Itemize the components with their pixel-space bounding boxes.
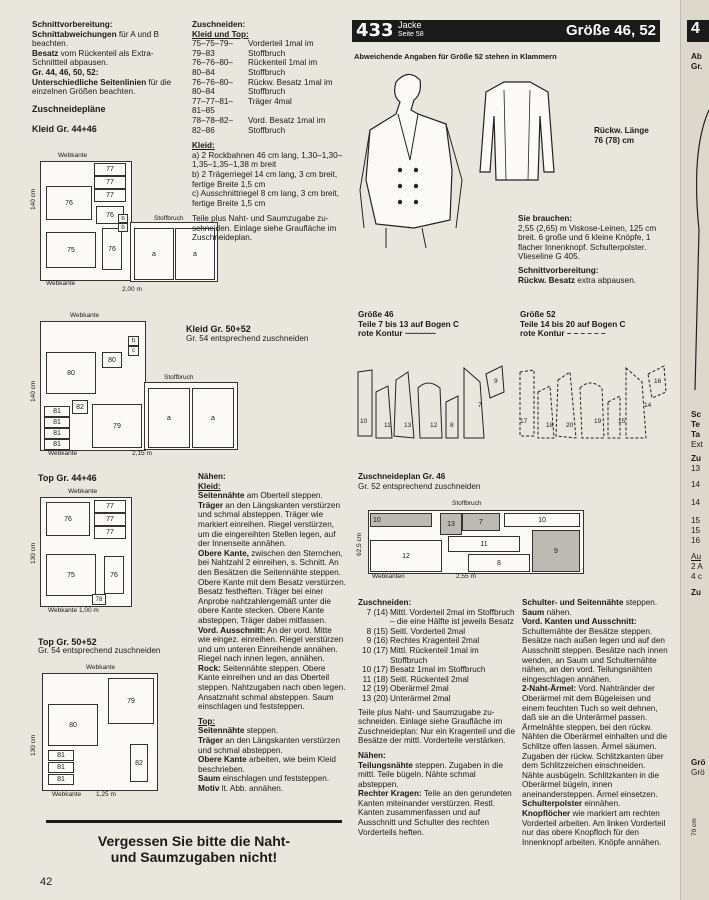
cut-row-text: Rückenteil 1mal im Stoffbruch	[248, 58, 318, 77]
cut-row-number: 7 (14)	[366, 607, 388, 617]
sew-kleid-title: Kleid:	[198, 481, 221, 491]
size-52-block	[520, 310, 670, 339]
sew-step	[522, 799, 668, 809]
next-page-fragment: 2 A	[691, 562, 703, 571]
model-header	[352, 20, 660, 42]
cutting-plan-top-44-46	[30, 488, 140, 618]
model-page: Seite 58	[398, 31, 424, 38]
sew-step	[198, 664, 346, 712]
next-model-number: 4	[687, 20, 709, 42]
piece: 79	[108, 678, 154, 724]
next-page-fragment: 15	[691, 516, 701, 525]
piece-number: 20	[566, 422, 574, 429]
sew-step-text: arbeiten, wie beim Kleid beschrieben.	[198, 755, 336, 774]
materials-text: 2,55 (2,65) m Viskose-Leinen, 125 cm breit. 6 große und 6 kleine Knöpfe, 1 flacher Innenknopf. Schulterpolster. Vlieseline G 405.	[518, 223, 657, 262]
piece: c	[128, 346, 139, 356]
piece: 81	[44, 439, 70, 450]
cut-list-kleid-top	[192, 20, 352, 243]
cut-row	[358, 665, 518, 675]
next-page-fragment: Ab	[691, 52, 702, 61]
cut-row-number: 10 (17)	[362, 645, 388, 655]
prep2-value: extra abpausen.	[575, 275, 637, 285]
cut-row-text: Träger 4mal	[248, 96, 292, 106]
kleid-line: a) 2 Rockbahnen 46 cm lang, 1,30–1,30–1,35–1,35–1,38 m breit	[192, 150, 343, 170]
sew-step-text: an den Längskanten verstürzen und schmal absteppen. Träger wie markiert einreihen. Riegel verstürzen, um die eingereihten Stellen legen, auf der Innenseite annähen.	[198, 500, 341, 549]
sew-step-text: nähen.	[544, 607, 572, 617]
sew-step	[522, 809, 668, 847]
cut-row-text: Vorderteil 1mal im Stoffbruch	[248, 39, 314, 58]
sew-step-text: Seitennähte steppen. Obere Kante einreihen und an das Oberteil steppen. Nahtzugaben nach oben legen. Ansatznaht schmal absteppen. Saum einschlagen und feststeppen.	[198, 663, 346, 712]
prep-value: für die einzelnen Größen beachten.	[32, 77, 172, 97]
cut-row-number: 12 (19)	[362, 684, 388, 694]
size-52-line	[520, 329, 670, 339]
sew-step	[198, 626, 346, 664]
piece: 81	[48, 750, 74, 761]
kleid-title: Kleid:	[192, 141, 215, 151]
fold-label: Stoffbruch	[164, 374, 194, 381]
reminder-box	[46, 820, 342, 865]
sew-step-text: am Oberteil steppen.	[244, 491, 323, 501]
sew-step	[198, 549, 346, 626]
cut-row-sizes: 76–76–80–80–84	[192, 58, 233, 77]
sew-step-text: wie markiert am rechten Vorderteil arbeiten. Am linken Vorderteil nur das obere Knopfloch für den Innenknopf arbeiten. Knöpfe annähen.	[522, 809, 666, 847]
size-52-line: Teile 14 bis 20 auf Bogen C	[520, 319, 626, 329]
sew-step-text: lt. Abb. annähen.	[219, 784, 284, 793]
pattern-pieces-46	[354, 362, 506, 442]
sew-step-label: Vord. Ausschnitt:	[198, 625, 266, 635]
sew-step	[198, 755, 346, 774]
cut-row-text: Mittl. Rückenteil 1mal im Stoffbruch	[390, 645, 479, 665]
piece-number: 19	[594, 418, 602, 425]
prep2-text	[518, 276, 664, 286]
sew-step	[522, 598, 668, 608]
next-page-fragment: Zu	[691, 454, 702, 463]
piece: 8	[468, 554, 530, 572]
size-46-title: Größe 46	[358, 310, 394, 319]
next-page-fragment: 14	[691, 498, 701, 507]
page-number: 42	[40, 876, 53, 888]
cut-row	[358, 627, 518, 637]
piece-number: 8	[450, 422, 454, 429]
piece: 13	[440, 513, 462, 535]
reminder-line: Vergessen Sie bitte die Naht-	[97, 833, 291, 849]
piece: 76	[46, 186, 92, 220]
height-label: 62,5 cm	[356, 532, 363, 556]
cut-row-sizes: 76–76–80–80–84	[192, 77, 233, 97]
piece: 80	[102, 352, 122, 368]
sew-step	[358, 789, 518, 837]
contour-wavy-icon: ~~~~~~~~	[404, 329, 436, 339]
jacket-front-illustration	[356, 70, 466, 250]
sew-step-text: einnähen.	[582, 799, 621, 809]
sew-step-label: Saum	[522, 607, 545, 617]
size-note: Abweichende Angaben für Größe 52 stehen in Klammern	[354, 52, 557, 61]
cut-row-text: Mittl. Vorderteil 2mal im Stoffbruch – die eine Hälfte ist jeweils Besatz	[390, 607, 515, 627]
next-page-fragment: Grö	[691, 768, 705, 777]
piece-number: 9	[494, 378, 498, 385]
kleid-line: c) Ausschnittriegel 8 cm lang, 3 cm breit, fertige Breite 1,5 cm	[192, 189, 339, 208]
next-page-fragment: Grö	[691, 758, 706, 767]
selvage-label: Webkante	[58, 152, 88, 159]
sew-step-label: Motiv	[198, 784, 220, 793]
allowance-note: Teile plus Naht- und Saumzugabe zu-schneiden. Einlage siehe Graufläche im Zuschneideplan.	[192, 214, 337, 243]
sew-step-label: Saum	[198, 774, 221, 784]
cutting-plan-jacket	[356, 500, 586, 588]
piece-number: 11	[384, 422, 391, 429]
piece: 10	[370, 513, 432, 527]
next-page-fragment: Sc	[691, 410, 702, 419]
piece: b	[118, 214, 128, 223]
sew-step-text: Teile an den gerundeten Kanten miteinander verstürzen. Restl. Kanten zusammenfassen und auf Ausschnitt und Schulter des rechten Vorderteils heften.	[358, 789, 512, 837]
next-page-fragment: Ta	[691, 430, 700, 439]
cut-rows	[192, 39, 352, 135]
cut-row-number: 10 (17)	[362, 665, 388, 675]
prep2-label: Rückw. Besatz	[518, 275, 576, 285]
piece: 10	[504, 513, 580, 527]
height-label: 130 cm	[30, 542, 37, 564]
sewing-kleid-top	[198, 472, 346, 794]
size-46-contour: rote Kontur	[358, 329, 403, 339]
piece: 80	[46, 352, 96, 394]
prep-label: Unterschiedliche Seitenlinien	[32, 77, 147, 87]
sew-step-text: An der vord. Mitte wie eingez. einreihen. Riegel verstürzen und um unteren Einreihende annähen. Riegel nach innen legen, annähen.	[198, 625, 344, 664]
cut-row-text: Seitl. Rückenteil 2mal	[390, 674, 469, 684]
next-page-edge	[680, 0, 709, 900]
cut-row-sizes: 77–77–81–81–85	[192, 96, 233, 116]
piece: 78	[92, 594, 106, 605]
piece: 81	[48, 762, 74, 773]
piece: 12	[370, 540, 442, 572]
width-label: 2,55 m	[456, 573, 476, 580]
next-page-fragment: 70 cm	[691, 818, 698, 836]
sew-step-text: steppen. Zugaben in die mittl. Teile bügeln. Nähte schmal absteppen.	[358, 760, 504, 789]
sew-step-label: Seitennähte	[198, 726, 245, 736]
sew-step-text: einschlagen und feststeppen.	[220, 774, 330, 784]
width-label: 2,00 m	[122, 286, 142, 293]
cut-row-text: Seitl. Vorderteil 2mal	[390, 626, 466, 636]
contour-dashed-icon: – – – – – –	[566, 329, 606, 339]
cut-row	[358, 684, 518, 694]
sew-step-text: zwischen den Sternchen, bei Nahtzahl 2 einreihen, s. Schnitt. An den Besätzen die Seitennähte steppen. Obere Kante mit dem Besatz verstürzen. Besatz festheften. Träger bei einer Anprobe nahtzahlengemäß unter die obere Kante stecken. Obere Kante absteppen, Träger dabei mitfassen.	[198, 548, 346, 625]
jacket-plan-sub: Gr. 52 entsprechend zuschneiden	[358, 482, 481, 491]
sew-step	[198, 774, 346, 784]
reminder-line: und Saumzugaben nicht!	[110, 849, 278, 865]
piece: a	[192, 388, 234, 448]
cut-row-text: Vord. Besatz 1mal im Stoffbruch	[248, 115, 326, 135]
sew-title: Nähen:	[358, 750, 386, 760]
top1-title: Top Gr. 44+46	[38, 473, 97, 483]
sew-step-label: Teilungsnähte	[358, 760, 413, 770]
piece: 81	[44, 406, 70, 417]
piece: 77	[94, 189, 126, 202]
materials-title: Sie brauchen:	[518, 214, 573, 223]
prep2-title: Schnittvorbereitung:	[518, 265, 599, 275]
next-page-fragment: Zu	[691, 588, 702, 597]
height-label: 130 cm	[30, 734, 37, 756]
cut-row	[358, 694, 518, 704]
cut-title: Zuschneiden:	[358, 598, 412, 607]
piece: 81	[44, 417, 70, 428]
sewing-jacket	[522, 598, 668, 847]
piece: 81	[44, 428, 70, 439]
piece-number: 16	[654, 378, 662, 385]
kleid2-sub: Gr. 54 entsprechend zuschneiden	[186, 334, 309, 343]
sew-step-label: Obere Kante,	[198, 548, 249, 558]
piece: 77	[94, 513, 126, 526]
cut-row-text: Unterärmel 2mal	[390, 693, 451, 703]
next-page-fragment: Au	[691, 552, 702, 561]
piece-number: 18	[546, 422, 554, 429]
prep-label: Schnittabweichungen	[32, 29, 117, 39]
piece: 11	[448, 536, 520, 552]
jacket-back-illustration	[478, 76, 558, 186]
selvage-label: Webkante	[86, 664, 116, 671]
selvage-label: Webkante	[52, 791, 82, 798]
size-46-block	[358, 310, 508, 339]
sew-step-text: steppen.	[244, 726, 279, 736]
piece: 80	[48, 704, 98, 746]
piece-number: 15	[618, 418, 626, 425]
jacket-plan-title: Zuschneideplan Gr. 46	[358, 472, 446, 481]
sew-step-label: Rechter Kragen:	[358, 789, 422, 799]
width-label: 2,15 m	[132, 450, 152, 457]
plans-title: Zuschneidepläne	[32, 103, 106, 114]
piece-number: 10	[360, 418, 368, 425]
sew-step-label: 2-Naht-Ärmel:	[522, 684, 577, 694]
next-page-fragment: 13	[691, 464, 701, 473]
model-number: 433	[356, 20, 394, 41]
cut-row-text: Rechtes Kragenteil 2mal	[390, 636, 480, 646]
prep-label: Gr. 44, 46, 50, 52:	[32, 67, 99, 77]
sew-step-label: Träger	[198, 500, 224, 510]
model-name: Jacke	[398, 20, 422, 30]
piece: 76	[96, 206, 124, 224]
size-heading: Größe 46, 52	[565, 22, 656, 39]
kleid1-title: Kleid Gr. 44+46	[32, 123, 97, 134]
piece: a	[175, 228, 215, 280]
top2-title: Top Gr. 50+52	[38, 637, 97, 647]
sew-step-label: Vord. Kanten und Ausschnitt:	[522, 617, 637, 627]
size-46-line	[358, 329, 508, 339]
back-length: Rückw. Länge 76 (78) cm	[594, 126, 649, 145]
piece: 82	[130, 744, 148, 782]
kleid-line: b) 2 Trägerriegel 14 cm lang, 3 cm breit, fertige Breite 1,5 cm	[192, 169, 338, 189]
cut-row-number: 13 (20)	[362, 693, 388, 703]
prep-text	[32, 30, 182, 97]
cut-row	[358, 636, 518, 646]
next-page-fragment: 4 c	[691, 572, 702, 581]
cut-row-sizes: 75–75–79–79–83	[192, 39, 233, 58]
cut-row	[358, 675, 518, 685]
sew-step	[358, 761, 518, 790]
piece: 82	[72, 400, 88, 414]
cut-row-number: 11 (18)	[362, 674, 388, 684]
sew-step	[522, 608, 668, 618]
width-label: 1,25 m	[96, 791, 116, 798]
top2-sub: Gr. 54 entsprechend zuschneiden	[38, 646, 161, 655]
piece: a	[134, 228, 174, 280]
sew-step	[198, 491, 346, 501]
piece-number: 13	[404, 422, 412, 429]
left-column	[32, 20, 182, 135]
sew-step-label: Schulter- und Seitennähte	[522, 598, 624, 607]
size-52-title: Größe 52	[520, 310, 556, 319]
cutting-plan-top-50-52	[30, 664, 160, 804]
sew-step-text: Schulternähte der Besätze steppen. Besätze nach außen legen und auf den Ausschnitt steppen. Besätze nach innen wenden, an Saum und Schulternähte nähen, an den vord. Teilungsnähten eingeschlagen annähen.	[522, 626, 668, 684]
selvage-label: Webkante	[68, 488, 98, 495]
sew-step-label: Rock:	[198, 663, 221, 673]
selvage-label: Webkante 1,00 m	[48, 607, 99, 614]
cut-row-text: Rückw. Besatz 1mal im Stoffbruch	[248, 77, 333, 97]
piece: a	[148, 388, 190, 448]
sew-step-label: Seitennähte	[198, 491, 245, 501]
piece: b	[118, 223, 128, 232]
cutting-plan-kleid-50-52	[30, 312, 240, 462]
piece: 9	[532, 530, 580, 572]
sew-step-text: steppen.	[623, 598, 658, 607]
prep-value: vom Rückenteil als Extra-Schnittteil abpausen.	[32, 48, 154, 68]
piece: 76	[104, 556, 124, 594]
piece-number: 12	[430, 422, 438, 429]
height-label: 140 cm	[30, 380, 37, 402]
height-label: 140 cm	[30, 188, 37, 210]
piece: 75	[46, 232, 96, 268]
piece: 77	[94, 176, 126, 189]
sew-step	[198, 784, 346, 794]
next-page-fragment: 14	[691, 480, 701, 489]
cut-subtitle: Kleid und Top:	[192, 29, 249, 39]
size-52-contour: rote Kontur	[520, 329, 565, 339]
sew-step	[522, 684, 668, 799]
cut-row-number: 9 (16)	[366, 636, 388, 646]
sew-step	[198, 726, 346, 736]
prep-title: Schnittvorbereitung:	[32, 20, 113, 29]
piece-number: 17	[520, 418, 528, 425]
sew-step	[198, 736, 346, 755]
selvage-label: Webkanten	[372, 573, 405, 580]
cut-row	[358, 608, 518, 627]
sew-step-label: Knopflöcher	[522, 809, 571, 819]
piece: 76	[102, 228, 122, 270]
cut-list-jacket	[358, 598, 518, 837]
piece: 77	[94, 163, 126, 176]
selvage-label: Webkante	[70, 312, 100, 319]
piece-number: 14	[644, 402, 652, 409]
allowance-note: Teile plus Naht- und Saumzugabe zu-schneiden. Einlage siehe Graufläche im Zuschneideplan: Nur ein Kragenteil und die Besätze der mittl. Vorderteile verstärken.	[358, 707, 516, 746]
selvage-label: Webkante	[46, 280, 76, 287]
piece: 77	[94, 526, 126, 539]
sew-top-title: Top:	[198, 716, 216, 726]
next-page-fragment: Te	[691, 420, 700, 429]
sew-title: Nähen:	[198, 472, 226, 481]
sew-step	[522, 617, 668, 684]
cut-row-text: Oberärmel 2mal	[390, 684, 449, 694]
piece: 81	[48, 774, 74, 785]
cut-row-sizes: 78–78–82–82–86	[192, 115, 233, 135]
materials	[518, 214, 664, 285]
sew-step	[198, 501, 346, 549]
next-page-fragment: Ext	[691, 440, 703, 449]
kleid2-title: Kleid Gr. 50+52	[186, 324, 251, 334]
cut-title: Zuschneiden:	[192, 20, 246, 29]
sew-step-text: Vord. Nahtränder der Oberärmel mit dem Bügeleisen und einem feuchten Tuch so weit dehnen, daß sie an die Unterärmel passen. Ärmelnähte steppen, bei den rückw. Nähten die Oberärmel einhalten und die Schlitze offen lassen. Ärmel säumen. Zugaben der rückw. Schlitzkanten über dem Schlitzzeichen einschneiden. Nähte ausbügeln. Schlitzkanten in die Oberärmel bügeln, innen aneinandersteppen. Ärmel einsetzen.	[522, 684, 668, 799]
piece: 76	[46, 502, 90, 536]
cut-row-text: Besatz 1mal im Stoffbruch	[390, 665, 486, 675]
sew-step-text: an den Längskanten verstürzen und schmal absteppen.	[198, 736, 341, 755]
piece: b	[128, 336, 139, 346]
prep-label: Besatz	[32, 48, 59, 58]
next-page-fragment: 15	[691, 526, 701, 535]
cut-row-number: 8 (15)	[366, 626, 388, 636]
sew-step-label: Schulterpolster	[522, 799, 583, 809]
fold-label: Stoffbruch	[154, 215, 184, 222]
next-page-fragment: Gr.	[691, 62, 703, 71]
prep-value: für A und B beachten.	[32, 29, 159, 49]
piece: 77	[94, 500, 126, 513]
size-46-line: Teile 7 bis 13 auf Bogen C	[358, 319, 459, 329]
cut-row	[358, 646, 518, 665]
piece: 75	[46, 554, 96, 596]
sew-step-label: Träger	[198, 736, 224, 746]
sew-step-label: Obere Kante	[198, 755, 247, 765]
piece-number: 7	[478, 402, 482, 409]
fold-label: Stoffbruch	[452, 500, 482, 507]
selvage-label: Webkante	[48, 450, 78, 457]
next-page-fragment: 16	[691, 536, 701, 545]
next-page-figure	[689, 110, 709, 400]
piece: 79	[92, 404, 142, 448]
piece: 7	[462, 513, 500, 531]
